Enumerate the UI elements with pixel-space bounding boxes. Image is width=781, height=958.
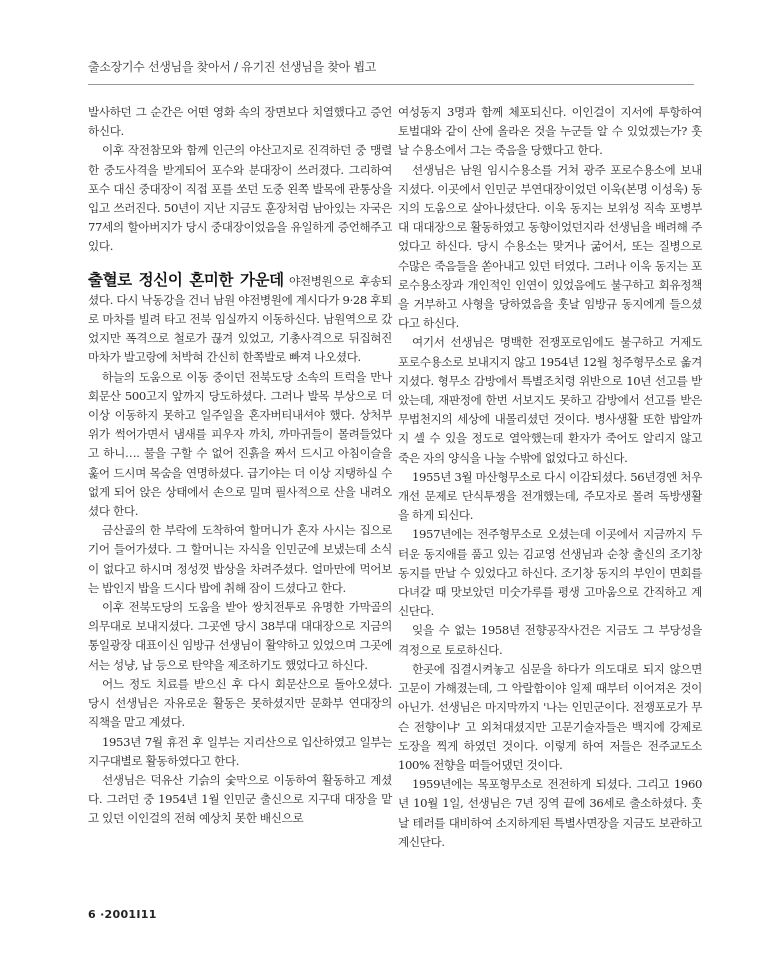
paragraph: 여기서 선생님은 명백한 전쟁포로임에도 불구하고 거제도 포로수용소로 보내지지 않고 1954년 12월 청주형무소로 옮겨지셨다. 형무소 감방에서 특별조치령 위반으로 10년 선고를 받았는데, 재판정에 한번 서보지도 못하고 감방에서 선고를 받은 무법천지의 세상에 내몰리셨던 것이다. 병사생활 또한 밥알까지 셀 수 있을 정도로 열악했는데 환자가 죽어도 알리지 않고 죽은 자의 양식을 나눌 수밖에 없었다고 하신다. [398,335,702,465]
paragraph-with-lead [88,270,392,368]
paragraph: 1959년에는 목포형무소로 전전하게 되셨다. 그리고 1960년 10월 1일, 선생님은 7년 징역 끝에 36세로 출소하셨다. 훗날 테러를 대비하여 소지하게된 특별사면장을 지금도 보관하고 계신단다. [398,777,702,849]
paragraph: 잊을 수 없는 1958년 전향공작사건은 지금도 그 부당성을 격정으로 토로하신다. [398,623,702,657]
paragraph: 이후 전북도당의 도움을 받아 쌍치전투로 유명한 가막골의 의무대로 보내지셨다. 그곳엔 당시 38부대 대대장으로 지금의 통일광장 대표이신 임방규 선생님이 활약하고 있었으며 그곳에서는 성냥, 납 등으로 탄약을 제조하기도 했었다고 하신다. [88,600,392,672]
paragraph-text: 야전병원으로 후송되셨다. 다시 낙동강을 건너 남원 야전병원에 계시다가 9·28 후퇴로 마차를 빌려 타고 전북 임실까지 이동하신다. 남원역으로 갔었지만 폭격으로 철로가 끊겨 있었고, 기총사격으로 뒤집혀진 마차가 발고랑에 처박혀 간신히 한쪽발로 빠져 나오셨다. [88,273,392,365]
right-column [398,103,702,852]
left-column [88,103,392,829]
paragraph: 1953년 7월 휴전 후 일부는 지리산으로 입산하였고 일부는 지구대별로 활동하였다고 한다. [88,734,392,768]
header-divider [88,84,694,85]
lead-phrase: 출혈로 정신이 혼미한 가운데 [88,269,284,289]
paragraph: 한곳에 집결시켜놓고 심문을 하다가 의도대로 되지 않으면 고문이 가해졌는데, 그 악랄함이야 일제 때부터 이어져온 것이 아닌가. 선생님은 마지막까지 '나는 인민군이다. 전쟁포로가 무슨 전향이냐' 고 외쳐대셨지만 고문기술자들은 백지에 강제로 도장을 찍게 하였던 것이다. 이렇게 하여 저들은 전주교도소 100% 전향을 떠들어댔던 것이다. [398,661,702,772]
running-header: 출소장기수 선생님을 찾아서 / 유기진 선생님을 찾아 뵙고 [88,60,377,74]
paragraph: 이후 작전참모와 함께 인근의 야산고지로 진격하던 중 맹렬한 중도사격을 받게되어 포수와 분대장이 쓰러졌다. 그리하여 포수 대신 중대장이 직접 포를 쏘던 도중 왼쪽 발목에 관통상을 입고 쓰러진다. 50년이 지난 지금도 훈장처럼 남아있는 자국은 77세의 할아버지가 당시 중대장이었음을 유일하게 증언해주고 있다. [88,143,392,254]
paragraph: 1955년 3월 마산형무소로 다시 이감되셨다. 56년경엔 처우개선 문제로 단식투쟁을 전개했는데, 주모자로 몰려 독방생활을 하게 되신다. [398,469,702,523]
page-number: 6 ·2001I11 [88,908,157,921]
paragraph: 선생님은 남원 임시수용소를 거쳐 광주 포로수용소에 보내지셨다. 이곳에서 인민군 부연대장이었던 이욱(본명 이성욱) 동지의 도움으로 살아나셨단다. 이욱 동지는 보위성 직속 포병부대 대대장으로 활동하였고 동향이었던지라 선생님을 배려해 주었다고 하신다. 당시 수용소는 맞거나 굶어서, 또는 질병으로 수많은 죽음들을 쏟아내고 있던 터였다. 그러나 이욱 동지는 포로수용소장과 개인적인 인연이 있었음에도 불구하고 회유정책을 거부하고 사형을 당하였음을 훗날 임방규 동지에게 들으셨다고 하신다. [398,162,702,331]
paragraph: 하늘의 도움으로 이동 중이던 전북도당 소속의 트럭을 만나 회문산 500고지 앞까지 당도하셨다. 그러나 발목 부상으로 더 이상 이동하지 못하고 일주일을 혼자버티내셔야 했다. 상처부위가 썩어가면서 냄새를 피우자 까치, 까마귀들이 몰려들었다고 하니…. 물을 구할 수 없어 진흙을 짜서 드시고 아침이슬을 훑어 드시며 목숨을 연명하셨다. 급기야는 더 이상 지탱하실 수 없게 되어 앉은 상태에서 손으로 밀며 필사적으로 산을 내려오셨다 한다. [88,369,392,519]
paragraph: 여성동지 3명과 함께 체포되신다. 이인걸이 지서에 투항하여 토벌대와 같이 산에 올라온 것을 누군들 알 수 있었겠는가? 훗날 수용소에서 그는 죽음을 당했다고 한다. [398,105,702,158]
paragraph: 선생님은 덕유산 기슭의 숯막으로 이동하여 활동하고 계셨다. 그러던 중 1954년 1월 인민군 출신으로 지구대 대장을 맡고 있던 이인걸의 전혀 예상치 못한 배신으로 [88,772,392,826]
paragraph: 발사하던 그 순간은 어떤 영화 속의 장면보다 치열했다고 증언하신다. [88,105,392,139]
paragraph: 1957년에는 전주형무소로 오셨는데 이곳에서 지금까지 두터운 동지애를 품고 있는 김교영 선생님과 순창 출신의 조기창 동지를 만날 수 있었다고 하신다. 조기창 동지의 부인이 면회를 다녀갈 때 맛보았던 미숫가루를 평생 고마움으로 간직하고 계신단다. [398,527,702,619]
paragraph: 금산골의 한 부락에 도착하여 할머니가 혼자 사시는 집으로 기어 들어가셨다. 그 할머니는 자식을 인민군에 보냈는데 소식이 없다고 하시며 정성껏 밥상을 차려주셨다. 얼마만에 먹어보는 밥인지 밥을 드시다 밥에 취해 잠이 드셨다고 한다. [88,523,392,595]
paragraph: 어느 정도 치료를 받으신 후 다시 회문산으로 돌아오셨다. 당시 선생님은 자유로운 활동은 못하셨지만 문화부 연대장의 직책을 맡고 계셨다. [88,676,392,730]
